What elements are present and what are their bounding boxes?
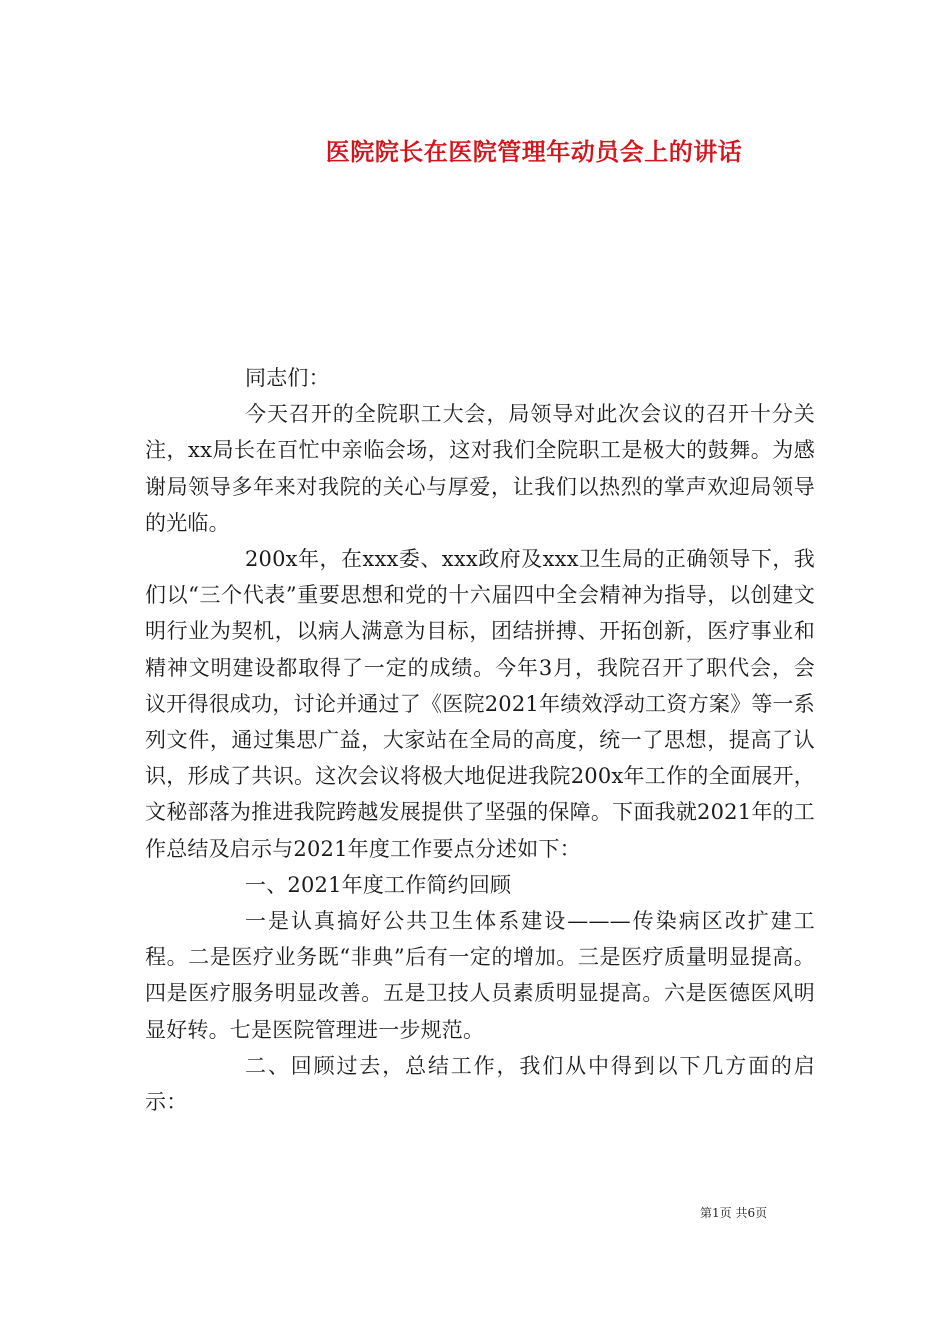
- page-number-footer: 第1页 共6页: [700, 1206, 768, 1220]
- paragraph-opening: 今天召开的全院职工大会，局领导对此次会议的召开十分关注，xx局长在百忙中亲临会场，这对我们全院职工是极大的鼓舞。为感谢局领导多年来对我院的关心与厚爱，让我们以热烈的掌声欢迎局领导的光临。: [145, 402, 815, 535]
- paragraph-achievements: 200x年，在xxx委、xxx政府及xxx卫生局的正确领导下，我们以“三个代表”重要思想和党的十六届四中全会精神为指导，以创建文明行业为契机，以病人满意为目标，团结拼搏、开拓创新，医疗事业和精神文明建设都取得了一定的成绩。今年3月，我院召开了职代会，会议开得很成功，讨论并通过了《医院2021年绩效浮动工资方案》等一系列文件，通过集思广益，大家站在全局的高度，统一了思想，提高了认识，形成了共识。这次会议将极大地促进我院200x年工作的全面展开，文秘部落为推进我院跨越发展提供了坚强的保障。下面我就2021年的工作总结及启示与2021年度工作要点分述如下：: [145, 547, 815, 861]
- section-heading-review: 一、2021年度工作简约回顾: [245, 872, 512, 897]
- paragraph-review-points: 一是认真搞好公共卫生体系建设———传染病区改扩建工程。二是医疗业务既“非典”后有一定的增加。三是医疗质量明显提高。四是医疗服务明显改善。五是卫技人员素质明显提高。六是医德医风明显好转。七是医院管理进一步规范。: [145, 909, 815, 1042]
- document-title: 医院院长在医院管理年动员会上的讲话: [325, 137, 743, 166]
- paragraph-salutation: 同志们：: [245, 366, 330, 390]
- document-body: [145, 360, 815, 1120]
- section-heading-lessons: 二、回顾过去，总结工作，我们从中得到以下几方面的启示：: [145, 1053, 815, 1115]
